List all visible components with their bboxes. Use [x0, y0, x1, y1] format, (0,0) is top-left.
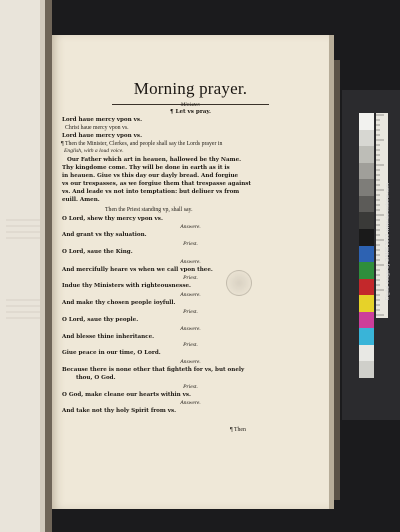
text-line: And blesse thine inheritance.	[62, 334, 155, 340]
color-patch	[359, 279, 374, 296]
text-line: Giue peace in our time, O Lord.	[62, 350, 161, 356]
text-line: Because there is none other that fighteth for vs, but onely	[62, 367, 245, 373]
text-line: O Lord, shew thy mercy vpon vs.	[62, 216, 163, 222]
color-patch	[359, 229, 374, 246]
color-patch	[359, 312, 374, 329]
color-patch	[359, 179, 374, 196]
text-line: Priest.	[183, 241, 198, 247]
text-line: Priest.	[183, 384, 198, 390]
printed-page	[52, 35, 329, 509]
text-line: vs our trespasses, as we forgiue them that trespasse against	[62, 181, 251, 187]
text-line: Answere.	[180, 224, 201, 230]
text-line: Answere.	[180, 359, 201, 365]
text-line: Thy kingdome come. Thy will be done in earth as it is	[62, 165, 230, 171]
color-patch	[359, 163, 374, 180]
text-line: Christ haue mercy vpon vs.	[65, 125, 129, 131]
color-patch	[359, 345, 374, 362]
text-line: in heauen. Giue vs this day our dayly bread. And forgiue	[62, 173, 239, 179]
color-patch	[359, 130, 374, 147]
color-patch	[359, 361, 374, 378]
color-patch	[359, 328, 374, 345]
text-line: English, with a loud voice.	[64, 148, 124, 154]
text-line: Indue thy Ministers with righteousnesse.	[62, 283, 191, 289]
text-line: euill. Amen.	[62, 197, 100, 203]
text-line: Priest.	[183, 275, 198, 281]
color-patch	[359, 246, 374, 263]
color-calibration-bar	[359, 113, 374, 378]
text-line: Minister.	[180, 102, 201, 108]
color-patch	[359, 196, 374, 213]
page-title: Morning prayer.	[133, 79, 248, 98]
text-line: Priest.	[183, 309, 198, 315]
text-line: ¶ Let vs pray.	[170, 109, 211, 115]
text-line: And take not thy holy Spirit from vs.	[62, 408, 177, 414]
text-line: Priest.	[183, 342, 198, 348]
color-patch	[359, 262, 374, 279]
text-line: And make thy chosen people ioyfull.	[62, 300, 176, 306]
text-line: ¶ Then the Minister, Clerkes, and people shall say the Lords prayer in	[61, 141, 223, 147]
text-line: O God, make cleane our hearts within vs.	[62, 392, 191, 398]
color-patch	[359, 113, 374, 130]
text-line: Answere.	[180, 326, 201, 332]
text-line: ¶ Then	[230, 427, 246, 433]
text-line: Answere.	[180, 292, 201, 298]
text-line: O Lord, saue thy people.	[62, 317, 139, 323]
text-line: Our Father which art in heauen, hallowed be thy Name.	[67, 157, 242, 163]
color-patch	[359, 146, 374, 163]
text-line: Lord haue mercy vpon vs.	[62, 117, 143, 123]
color-patch	[359, 212, 374, 229]
color-patch	[359, 295, 374, 312]
text-line: vs. And leade vs not into temptation: but deliuer vs from	[62, 189, 240, 195]
text-line: And mercifully heare vs when we call vpon thee.	[62, 267, 213, 273]
credit-text: Digital image by DAMS 2013 www.damsdome.com	[385, 182, 391, 300]
text-line: Lord haue mercy vpon vs.	[62, 133, 143, 139]
text-line: Answere.	[180, 259, 201, 265]
text-line: Answere.	[180, 400, 201, 406]
text-line: O Lord, saue the King.	[62, 249, 133, 255]
text-line: thou, O God.	[76, 375, 116, 381]
text-line: And grant vs thy saluation.	[62, 232, 147, 238]
text-line: Then the Priest standing vp, shall say.	[105, 207, 193, 213]
